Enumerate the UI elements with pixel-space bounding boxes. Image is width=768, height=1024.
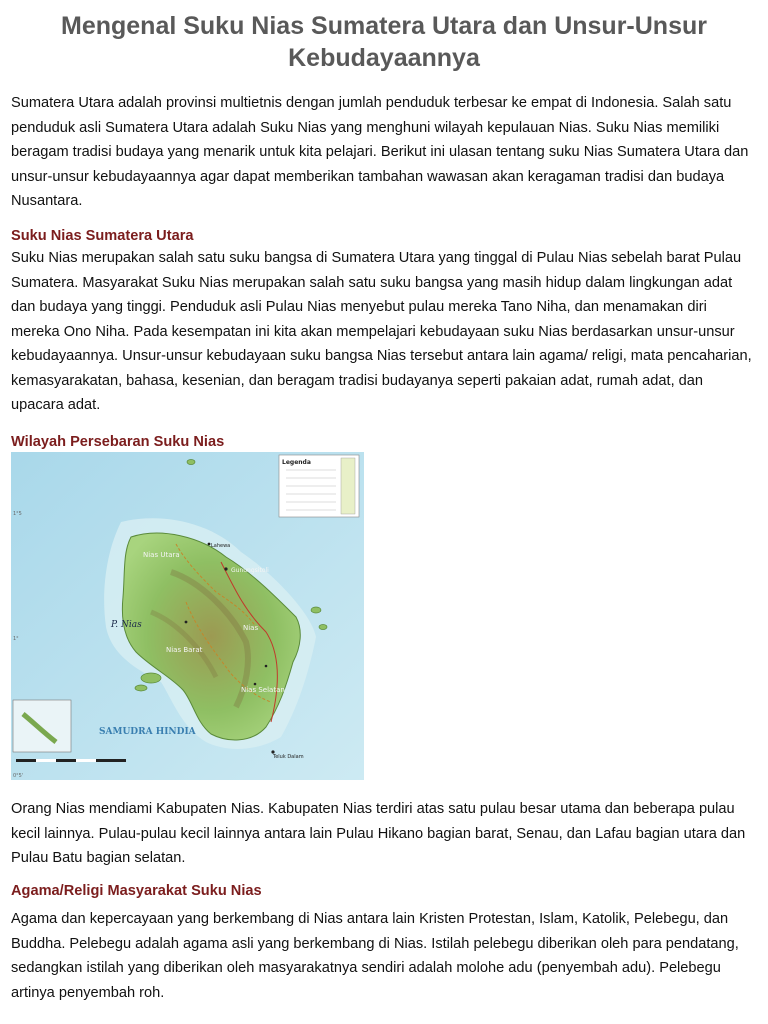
map-label-teluk-dalam: Teluk Dalam bbox=[273, 754, 304, 760]
map-label-lahewa: Lahewa bbox=[211, 543, 231, 549]
section-heading-wilayah: Wilayah Persebaran Suku Nias bbox=[11, 434, 225, 450]
intro-paragraph: Sumatera Utara adalah provinsi multietnis dengan jumlah penduduk terbesar ke empat di Indonesia. Salah satu penduduk asli Sumatera Utara adalah Suku Nias yang menghuni wilayah kepulauan Nias. Suku Nias memiliki beragam tradisi budaya yang menarik untuk kita pelajari. Berikut ini ulasan tentang suku Nias Sumatera Utara dan unsur-unsur kebudayaannya agar dapat memberikan tambahan wawasan akan keragaman tradisi dan budaya Nusantara. bbox=[11, 95, 749, 209]
svg-text:1°: 1° bbox=[13, 636, 19, 642]
section-body-agama: Agama dan kepercayaan yang berkembang di Nias antara lain Kristen Protestan, Islam, Katolik, Pelebegu, dan Buddha. Pelebegu adalah agama asli yang berkembang di Nias. Istilah pelebegu diberikan oleh para pendatang, sedangkan istilah yang diberikan oleh masyarakatnya sendiri adalah molohe adu (penyembah adu). Pelebegu artinya penyembah roh. bbox=[11, 911, 739, 1001]
section-body-wilayah: Orang Nias mendiami Kabupaten Nias. Kabupaten Nias terdiri atas satu pulau besar utama dan beberapa pulau kecil lainnya. Pulau-pulau kecil lainnya antara lain Pulau Hikano bagian barat, Senau, dan Lafau bagian utara dan Pulau Batu bagian selatan. bbox=[11, 801, 746, 866]
svg-text:0°5': 0°5' bbox=[13, 773, 24, 779]
map-label-p-nias: P. Nias bbox=[111, 620, 142, 630]
section-heading-agama: Agama/Religi Masyarakat Suku Nias bbox=[11, 883, 262, 899]
map-label-nias-barat: Nias Barat bbox=[166, 646, 203, 654]
nias-map-image bbox=[11, 452, 364, 780]
map-label-nias-selatan: Nias Selatan bbox=[241, 686, 285, 694]
map-label-nias: Nias bbox=[243, 624, 259, 632]
map-legend-title: Legenda bbox=[282, 459, 311, 466]
svg-text:1°5: 1°5 bbox=[13, 511, 22, 517]
page-title: Mengenal Suku Nias Sumatera Utara dan Unsur-Unsur Kebudayaannya bbox=[61, 12, 707, 72]
section-body-suku-nias: Suku Nias merupakan salah satu suku bangsa di Sumatera Utara yang tinggal di Pulau Nias sebelah barat Pulau Sumatera. Masyarakat Suku Nias merupakan salah satu suku bangsa yang masih hidup dalam lingkungan adat dan budaya yang tinggi. Penduduk asli Pulau Nias menyebut pulau mereka Tano Niha, dan menamakan diri mereka Ono Niha. Pada kesempatan ini kita akan mempelajari kebudayaan suku Nias berdasarkan unsur-unsur kebudayaannya. Unsur-unsur kebudayaan suku bangsa Nias tersebut antara lain agama/ religi, mata pencaharian, kemasyarakatan, bahasa, kesenian, dan beragam tradisi budayanya seperti pakaian adat, rumah adat, dan upacara adat. bbox=[11, 250, 752, 413]
map-label-samudra-hindia: SAMUDRA HINDIA bbox=[99, 727, 196, 737]
map-label-nias-utara: Nias Utara bbox=[143, 551, 180, 559]
map-label-gunungsitoli: Gunungsitoli bbox=[231, 567, 269, 574]
section-heading-suku-nias: Suku Nias Sumatera Utara bbox=[11, 228, 194, 244]
